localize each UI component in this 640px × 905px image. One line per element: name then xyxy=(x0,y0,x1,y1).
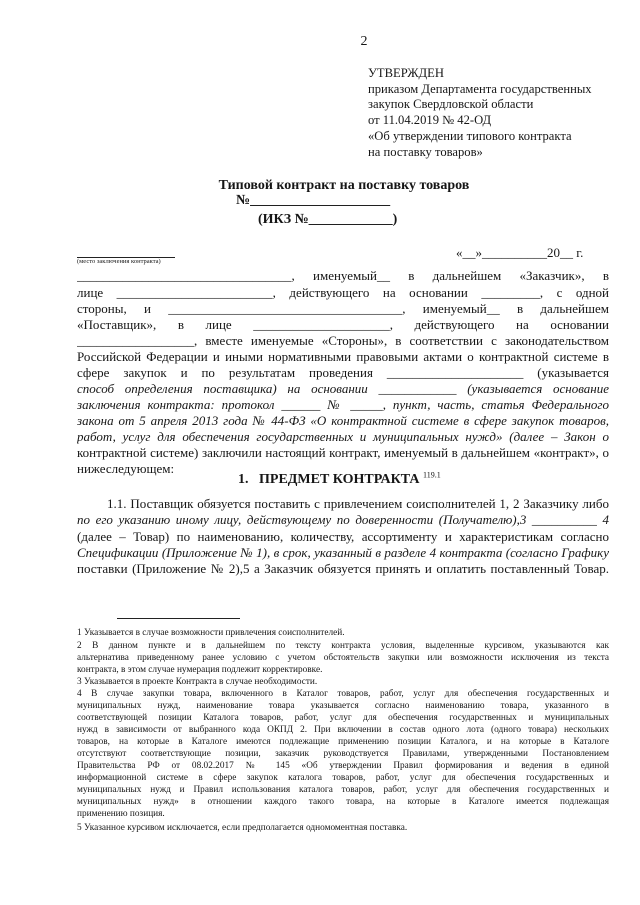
clause-line: поставки (Приложение № 2),5 а Заказчик обязуется принять и оплатить поставленный Товар. xyxy=(77,561,609,576)
approval-line: закупок Свердловской области xyxy=(368,97,534,112)
preamble-line: «Поставщик», в лице _____________________, действующего на основании xyxy=(77,317,609,332)
footnote-line: 4 В случае закупки товара, включенного в Каталог товаров, работ, услуг для обеспечения государственных и xyxy=(77,689,609,699)
approval-line: приказом Департамента государственных xyxy=(368,81,592,96)
footnote-line: соответствующей позиции Каталога товаров, работ, услуг для обеспечения государственных и муниципальных xyxy=(77,713,609,723)
preamble-line: Российской Федерации и иными нормативными правовыми актами о контрактной системе в xyxy=(77,349,609,364)
preamble-line: _________________________________, именуемый__ в дальнейшем «Заказчик», в xyxy=(77,268,609,283)
footnote-line: альтернатива приведенному ранее условию с учетом обстоятельств закупки или возможности исключения из текста xyxy=(77,653,609,663)
preamble-line: контрактной системе) заключили настоящий контракт, именуемый в дальнейшем «контракт», о xyxy=(77,445,609,460)
footnote-line: применению позиция. xyxy=(77,809,165,819)
preamble-line xyxy=(77,429,609,445)
footnote-line: муниципальных нужд, наименование товара указывается согласно наименованию товара, указанного в xyxy=(77,701,609,711)
preamble-line: нижеследующем: xyxy=(77,461,175,476)
section-heading xyxy=(238,472,441,488)
section-number: 1. xyxy=(238,472,249,487)
preamble-italic: заключения контракта: протокол ______ № _____, пункт, часть, статья Федерального xyxy=(77,397,609,412)
preamble-line: лице ________________________, действующего на основании _________, с одной xyxy=(77,285,609,300)
page-number: 2 xyxy=(360,34,368,49)
preamble-line: стороны, и ____________________________________, именуемый__ в дальнейшем xyxy=(77,301,609,316)
preamble-italic: работ, услуг для обеспечения государственных и муниципальных нужд» (далее – Закон о xyxy=(77,429,609,444)
section-title: ПРЕДМЕТ КОНТРАКТА xyxy=(259,472,420,487)
section-superscript: 119.1 xyxy=(423,470,441,480)
approval-block xyxy=(368,66,592,160)
preamble-italic: закона от 5 апреля 2013 года № 44-ФЗ «О контрактной системе в сфере закупок товаров, xyxy=(77,413,609,428)
footnote-line: 1 Указывается в случае возможности привлечения соисполнителей. xyxy=(77,628,345,638)
approval-line: «Об утверждении типового контракта xyxy=(368,128,572,143)
footnote-line: информационной системе в сфере закупок каталога товаров, работ, услуг для обеспечения государственных и xyxy=(77,773,609,783)
approval-line: на поставку товаров» xyxy=(368,144,483,159)
clause-italic: Спецификации (Приложение № 1), в срок, указанный в разделе 4 контракта (согласно Графику xyxy=(77,545,609,560)
footnote-line: Правительства РФ от 08.02.2017 № 145 «Об утверждении Правил формирования и ведения в единой xyxy=(77,761,609,771)
footnote-line: отсутствуют соответствующие позиции, заказчик руководствуется Правилами, утвержденными Постановлением xyxy=(77,749,609,759)
document-title: Типовой контракт на поставку товаров xyxy=(218,178,470,193)
contract-number-line: №____________________ xyxy=(236,193,391,208)
preamble-line: сфере закупок и по результатам проведения _____________________ (указывается xyxy=(77,365,609,380)
ikz-line: (ИКЗ №____________) xyxy=(258,212,398,227)
footnote-line: товаров, на которые в Каталоге имеются подлежащие применению позиции Каталога, и на которые в Каталоге xyxy=(77,737,609,747)
footnote-line: 3 Указывается в проекте Контракта в случае необходимости. xyxy=(77,677,318,687)
preamble-line xyxy=(77,381,609,397)
footnote-separator xyxy=(117,618,240,619)
approval-line: УТВЕРЖДЕН xyxy=(368,66,444,80)
clause-line xyxy=(77,512,609,528)
preamble-line xyxy=(77,413,609,429)
footnote-line: муниципальных нужд» в отношении каждого такого товара, на которые в Каталоге имеется подлежащая xyxy=(77,797,609,807)
approval-line: от 11.04.2019 № 42-ОД xyxy=(368,113,492,128)
preamble-italic: способ определения поставщика) на основании ____________ (указывается основание xyxy=(77,381,609,396)
place-caption: (место заключения контракта) xyxy=(77,258,161,265)
footnote-line: нужд в зависимости от выбранного кода ОКПД 2. При включении в состав одного лота (одного товара) нескольких xyxy=(77,725,609,735)
clause-line xyxy=(77,545,609,561)
footnote-line: контракта, в этом случае нумерация подлежит корректировке. xyxy=(77,665,323,675)
date-line: «__»__________20__ г. xyxy=(456,245,584,260)
clause-line: 1.1. Поставщик обязуется поставить с привлечением соисполнителей 1, 2 Заказчику либо xyxy=(107,496,609,511)
footnote-line: муниципальных нужд и Правил использования каталога товаров, работ, услуг для обеспечения государственных и xyxy=(77,785,609,795)
footnote-line: 5 Указанное курсивом исключается, если предполагается одномоментная поставка. xyxy=(77,823,408,833)
footnote-line: 2 В данном пункте и в дальнейшем по тексту контракта условия, выделенные курсивом, указываются как xyxy=(77,641,609,651)
preamble-line: __________________, вместе именуемые «Стороны», в соответствии с законодательством xyxy=(77,333,609,348)
clause-line: (далее – Товар) по наименованию, количеству, ассортименту и характеристикам согласно xyxy=(77,529,609,544)
clause-italic: по его указанию иному лицу, действующему по доверенности (Получателю),3 __________ 4 xyxy=(77,512,609,527)
preamble-line xyxy=(77,397,609,413)
